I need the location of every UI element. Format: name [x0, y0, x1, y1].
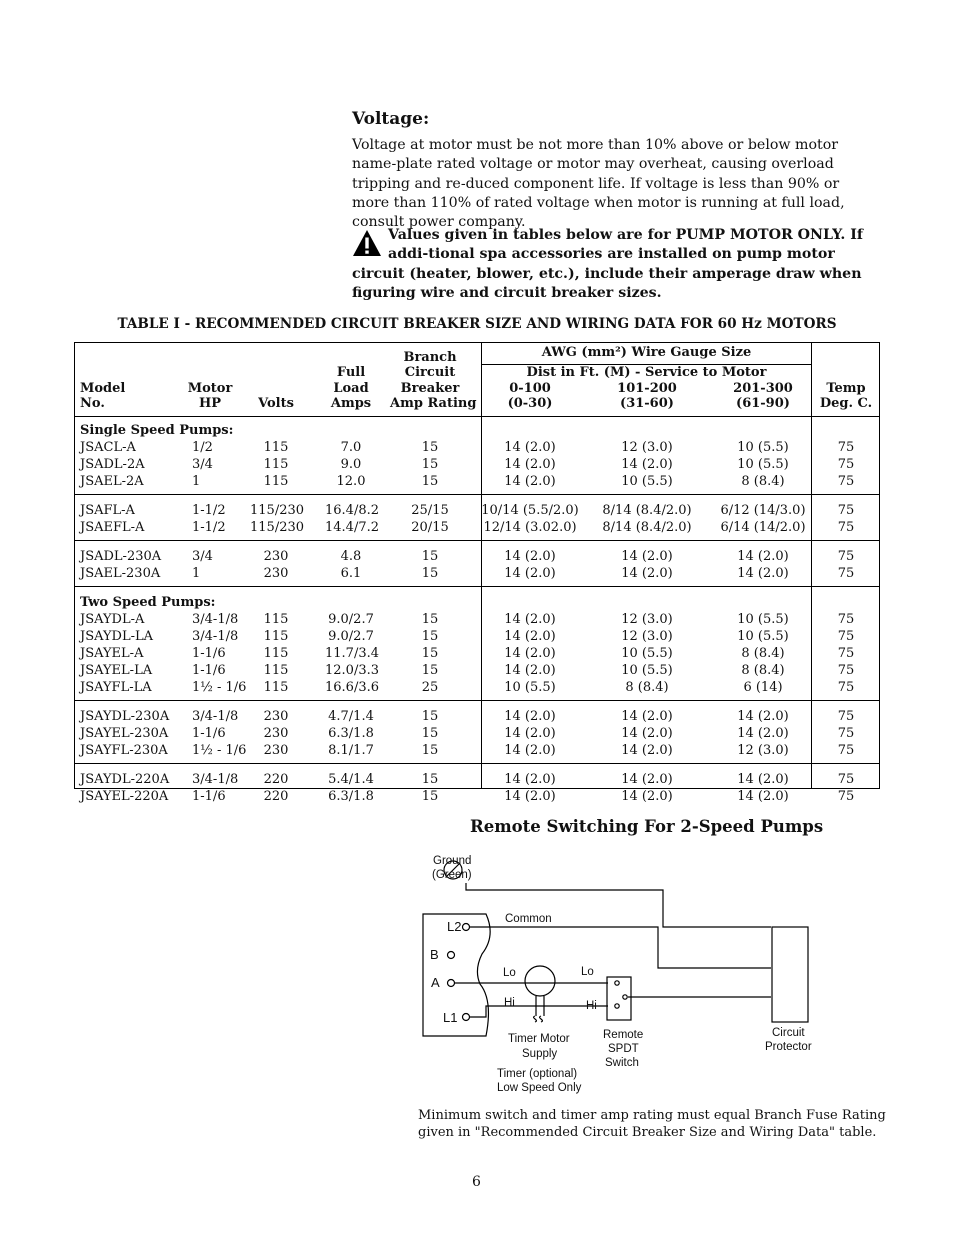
cell-w1: 14 (2.0) [504, 629, 556, 644]
cell-w2: 14 (2.0) [621, 743, 673, 758]
cell-model: JSAYDL-230A [80, 709, 170, 724]
timer-optional-label: Timer (optional) [497, 1068, 578, 1080]
hi-right-label: Hi [586, 1000, 597, 1012]
cell-w2: 14 (2.0) [621, 772, 673, 787]
cell-w1: 10 (5.5) [504, 680, 556, 695]
cell-model: JSAYEL-230A [80, 726, 169, 741]
cell-model: JSAFL-A [80, 503, 135, 518]
header-hp: HP [198, 396, 222, 411]
cell-breaker: 15 [421, 566, 439, 581]
b-label: B [430, 947, 439, 962]
header-breaker: Breaker [400, 381, 460, 396]
voltage-heading: Voltage: [352, 109, 430, 129]
cell-w2: 14 (2.0) [621, 549, 673, 564]
group-divider [75, 586, 879, 587]
cell-breaker: 25/15 [411, 503, 449, 518]
cell-w3: 6 (14) [743, 680, 783, 695]
cell-w3: 8 (8.4) [741, 646, 785, 661]
voltage-paragraph: Voltage at motor must be not more than 10% above or below motor name-plate rated voltage or motor may overheat, causing overload tripping and re-duced component life. If voltage is less than 90% or more than 110% of rated voltage when motor is running at full load, consult power company. [352, 137, 845, 231]
cell-w1: 14 (2.0) [504, 789, 556, 804]
cell-model: JSAYDL-220A [80, 772, 170, 787]
cell-hp: 3/4-1/8 [192, 629, 239, 644]
cell-temp: 75 [837, 629, 855, 644]
cell-w2: 14 (2.0) [621, 709, 673, 724]
cell-breaker: 15 [421, 629, 439, 644]
cell-breaker: 15 [421, 789, 439, 804]
cell-w2: 12 (3.0) [621, 612, 673, 627]
cell-temp: 75 [837, 457, 855, 472]
header-awg: AWG (mm²) Wire Gauge Size [541, 345, 752, 360]
header-full: Full [336, 365, 366, 380]
cell-model: JSAEL-230A [80, 566, 161, 581]
cell-model: JSAYFL-230A [80, 743, 168, 758]
lo-right-label: Lo [581, 966, 594, 978]
header-branch: Branch [403, 350, 457, 365]
header-temp: Temp [826, 381, 866, 396]
switch-contact-hi [615, 1004, 619, 1008]
cell-model: JSAYDL-A [80, 612, 145, 627]
cell-breaker: 15 [421, 663, 439, 678]
header-motor: Motor [187, 381, 233, 396]
warning-note [352, 226, 880, 303]
cell-temp: 75 [837, 520, 855, 535]
cell-amps: 6.3/1.8 [328, 789, 374, 804]
cell-w2: 10 (5.5) [621, 474, 673, 489]
cell-w3: 10 (5.5) [737, 457, 789, 472]
cell-amps: 4.7/1.4 [328, 709, 374, 724]
cell-model: JSAYEL-A [80, 646, 144, 661]
cell-amps: 11.7/3.4 [325, 646, 379, 661]
cell-temp: 75 [837, 646, 855, 661]
cell-volts: 230 [263, 549, 289, 564]
group-divider [75, 763, 879, 764]
cell-amps: 5.4/1.4 [328, 772, 374, 787]
green-label: (Green) [432, 869, 472, 881]
protector-label: Protector [765, 1041, 812, 1053]
cell-w1: 14 (2.0) [504, 549, 556, 564]
cell-w3: 6/14 (14/2.0) [720, 520, 806, 535]
cell-w1: 14 (2.0) [504, 440, 556, 455]
header-dist-3: 201-300 [733, 381, 793, 396]
cell-w3: 8 (8.4) [741, 663, 785, 678]
cell-volts: 220 [263, 772, 289, 787]
cell-breaker: 25 [421, 680, 439, 695]
cell-w3: 8 (8.4) [741, 474, 785, 489]
cell-w2: 14 (2.0) [621, 726, 673, 741]
timer-motor-label: Timer Motor [508, 1033, 570, 1045]
cell-volts: 230 [263, 709, 289, 724]
header-deg: Deg. C. [819, 396, 873, 411]
header-dist-3-m: (61-90) [736, 396, 790, 411]
cell-volts: 115 [263, 440, 289, 455]
header-load: Load [333, 381, 369, 396]
cell-w2: 14 (2.0) [621, 457, 673, 472]
cell-temp: 75 [837, 503, 855, 518]
l2-terminal [463, 924, 470, 931]
cell-amps: 16.4/8.2 [325, 503, 379, 518]
cell-w1: 14 (2.0) [504, 457, 556, 472]
cell-w3: 10 (5.5) [737, 612, 789, 627]
cell-w3: 6/12 (14/3.0) [720, 503, 806, 518]
cell-volts: 115/230 [250, 520, 305, 535]
cell-model: JSADL-2A [80, 457, 145, 472]
a-terminal [448, 980, 455, 987]
cell-model: JSAEL-2A [80, 474, 144, 489]
cell-w1: 10/14 (5.5/2.0) [481, 503, 579, 518]
cell-temp: 75 [837, 680, 855, 695]
cell-w1: 14 (2.0) [504, 612, 556, 627]
cell-w2: 10 (5.5) [621, 663, 673, 678]
cell-w2: 10 (5.5) [621, 646, 673, 661]
cell-amps: 9.0 [340, 457, 362, 472]
cell-hp: 3/4-1/8 [192, 772, 239, 787]
cell-w1: 14 (2.0) [504, 566, 556, 581]
page-number: 6 [472, 1174, 481, 1190]
cell-model: JSAEFL-A [80, 520, 145, 535]
cell-volts: 115 [263, 646, 289, 661]
cell-amps: 9.0/2.7 [328, 629, 374, 644]
hi-left-label: Hi [504, 997, 515, 1009]
cell-model: JSAYEL-LA [80, 663, 153, 678]
cell-breaker: 15 [421, 440, 439, 455]
cell-temp: 75 [837, 789, 855, 804]
cell-temp: 75 [837, 440, 855, 455]
cell-hp: 3/4-1/8 [192, 612, 239, 627]
header-volts: Volts [258, 396, 294, 411]
cell-temp: 75 [837, 612, 855, 627]
cell-volts: 115 [263, 663, 289, 678]
header-amps: Amps [330, 396, 372, 411]
cell-w2: 12 (3.0) [621, 629, 673, 644]
cell-volts: 220 [263, 789, 289, 804]
header-dist-2-m: (31-60) [620, 396, 674, 411]
cell-temp: 75 [837, 709, 855, 724]
footnote: Minimum switch and timer amp rating must equal Branch Fuse Rating given in "Recommended Circuit Breaker Size and Wiring Data" table. [418, 1108, 886, 1140]
cell-model: JSADL-230A [80, 549, 162, 564]
timer-coil [534, 1016, 543, 1022]
lo-left-label: Lo [503, 967, 516, 979]
header-dist-2: 101-200 [617, 381, 677, 396]
cell-w2: 14 (2.0) [621, 789, 673, 804]
cell-w1: 12/14 (3.02.0) [483, 520, 577, 535]
cell-model: JSACL-A [80, 440, 136, 455]
cell-amps: 6.3/1.8 [328, 726, 374, 741]
cell-temp: 75 [837, 772, 855, 787]
cell-w3: 10 (5.5) [737, 440, 789, 455]
cell-amps: 12.0 [336, 474, 366, 489]
supply-label: Supply [522, 1048, 558, 1060]
header-model: Model [80, 381, 126, 396]
cell-hp: 1-1/6 [192, 646, 226, 661]
cell-breaker: 15 [421, 743, 439, 758]
cell-w3: 14 (2.0) [737, 709, 789, 724]
circuit-protector [772, 927, 808, 1022]
cell-temp: 75 [837, 474, 855, 489]
l1-label: L1 [443, 1010, 458, 1025]
cell-hp: 3/4 [192, 457, 213, 472]
cell-model: JSAYFL-LA [80, 680, 152, 695]
cell-temp: 75 [837, 663, 855, 678]
remote-label: Remote [603, 1029, 644, 1041]
cell-model: JSAYEL-220A [80, 789, 169, 804]
header-amp-rating: Amp Rating [390, 396, 477, 411]
spdt-label: SPDT [608, 1043, 639, 1055]
l2-common-wire [470, 927, 771, 968]
cell-hp: 3/4 [192, 549, 213, 564]
cell-hp: 1 [192, 474, 201, 489]
header-model-no: No. [80, 396, 105, 411]
cell-w3: 12 (3.0) [737, 743, 789, 758]
cell-temp: 75 [837, 549, 855, 564]
group-divider [75, 700, 879, 701]
common-label: Common [505, 913, 552, 925]
cell-hp: 1½ - 1/6 [192, 680, 247, 695]
cell-temp: 75 [837, 566, 855, 581]
ground-label: Ground [433, 855, 472, 867]
cell-amps: 7.0 [340, 440, 362, 455]
cell-amps: 14.4/7.2 [325, 520, 379, 535]
cell-hp: 1½ - 1/6 [192, 743, 247, 758]
cell-breaker: 15 [421, 772, 439, 787]
cell-amps: 16.6/3.6 [325, 680, 379, 695]
cell-w3: 10 (5.5) [737, 629, 789, 644]
l1-terminal [463, 1014, 470, 1021]
cell-breaker: 15 [421, 612, 439, 627]
cell-hp: 1-1/6 [192, 663, 226, 678]
header-dist: Dist in Ft. (M) - Service to Motor [526, 365, 767, 380]
cell-w1: 14 (2.0) [504, 772, 556, 787]
b-terminal [448, 952, 455, 959]
group-label: Two Speed Pumps: [80, 595, 216, 610]
cell-w3: 14 (2.0) [737, 789, 789, 804]
cell-breaker: 15 [421, 646, 439, 661]
cell-hp: 1 [192, 566, 201, 581]
cell-breaker: 15 [421, 457, 439, 472]
cell-w1: 14 (2.0) [504, 663, 556, 678]
group-label: Single Speed Pumps: [80, 423, 234, 438]
cell-w2: 8/14 (8.4/2.0) [602, 503, 692, 518]
cell-amps: 8.1/1.7 [328, 743, 374, 758]
circuit-label: Circuit [772, 1027, 805, 1039]
cell-w3: 14 (2.0) [737, 726, 789, 741]
cell-w3: 14 (2.0) [737, 549, 789, 564]
warning-text: Values given in tables below are for PUMP MOTOR ONLY. If addi-tional spa accessories are installed on pump motor circuit (heater, blower, etc.), include their amperage draw when figuring wire and circuit breaker sizes. [352, 227, 863, 301]
cell-hp: 1-1/6 [192, 726, 226, 741]
cell-volts: 115 [263, 474, 289, 489]
cell-hp: 1-1/2 [192, 503, 226, 518]
timer-motor-circle [525, 966, 555, 996]
header-circuit: Circuit [404, 365, 456, 380]
warning-icon [352, 228, 382, 258]
cell-w1: 14 (2.0) [504, 743, 556, 758]
header-dist-1-m: (0-30) [507, 396, 553, 411]
table-title: TABLE I - RECOMMENDED CIRCUIT BREAKER SIZE AND WIRING DATA FOR 60 Hz MOTORS [117, 316, 837, 332]
switch-contact-common [623, 995, 627, 999]
cell-hp: 1/2 [192, 440, 213, 455]
remote-switching-heading: Remote Switching For 2-Speed Pumps [470, 817, 824, 836]
cell-w2: 14 (2.0) [621, 566, 673, 581]
cell-volts: 115 [263, 457, 289, 472]
cell-volts: 115 [263, 629, 289, 644]
switch-contact-lo [615, 981, 619, 985]
cell-w2: 8/14 (8.4/2.0) [602, 520, 692, 535]
group-divider [75, 494, 879, 495]
cell-w1: 14 (2.0) [504, 474, 556, 489]
cell-w1: 14 (2.0) [504, 709, 556, 724]
low-speed-label: Low Speed Only [497, 1082, 582, 1094]
cell-volts: 230 [263, 743, 289, 758]
cell-temp: 75 [837, 743, 855, 758]
cell-volts: 115 [263, 680, 289, 695]
cell-w1: 14 (2.0) [504, 726, 556, 741]
cell-volts: 115/230 [250, 503, 305, 518]
cell-amps: 9.0/2.7 [328, 612, 374, 627]
cell-hp: 1-1/6 [192, 789, 226, 804]
header-rule [75, 416, 879, 417]
cell-w2: 12 (3.0) [621, 440, 673, 455]
group-divider [75, 540, 879, 541]
cell-breaker: 20/15 [411, 520, 449, 535]
cell-amps: 4.8 [340, 549, 362, 564]
cell-volts: 115 [263, 612, 289, 627]
cell-w2: 8 (8.4) [625, 680, 669, 695]
cell-w3: 14 (2.0) [737, 566, 789, 581]
cell-volts: 230 [263, 726, 289, 741]
cell-breaker: 15 [421, 549, 439, 564]
cell-model: JSAYDL-LA [80, 629, 154, 644]
cell-volts: 230 [263, 566, 289, 581]
cell-w1: 14 (2.0) [504, 646, 556, 661]
cell-breaker: 15 [421, 726, 439, 741]
cell-hp: 3/4-1/8 [192, 709, 239, 724]
l2-label: L2 [447, 919, 462, 934]
cell-temp: 75 [837, 726, 855, 741]
cell-amps: 6.1 [340, 566, 362, 581]
wiring-data-table [74, 342, 880, 804]
cell-breaker: 15 [421, 474, 439, 489]
a-label: A [431, 975, 440, 990]
cell-w3: 14 (2.0) [737, 772, 789, 787]
wiring-diagram [418, 850, 818, 1100]
switch-label: Switch [605, 1057, 639, 1069]
header-dist-1: 0-100 [509, 381, 551, 396]
cell-hp: 1-1/2 [192, 520, 226, 535]
cell-breaker: 15 [421, 709, 439, 724]
cell-amps: 12.0/3.3 [325, 663, 379, 678]
